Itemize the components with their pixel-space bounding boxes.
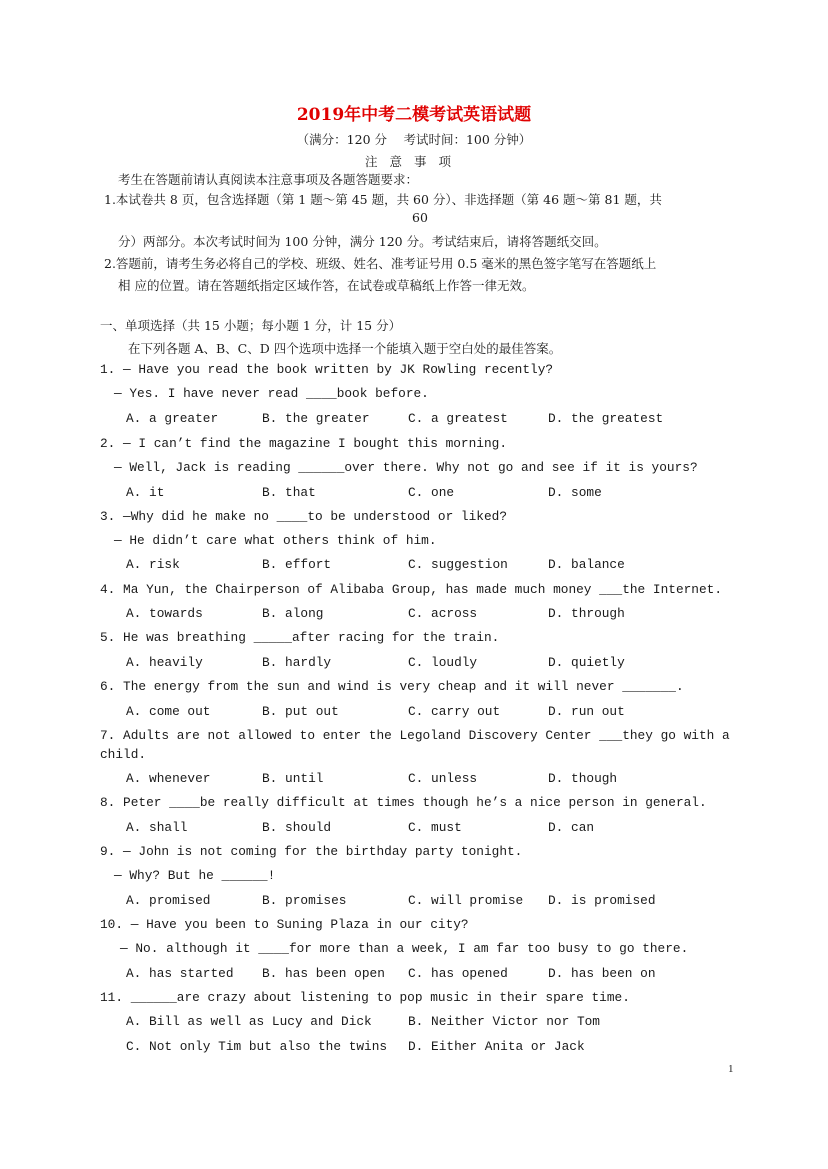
option-d[interactable]: D. Either Anita or Jack — [408, 1039, 585, 1054]
option-d[interactable]: D. is promised — [548, 893, 656, 908]
option-b[interactable]: B. effort — [262, 557, 332, 572]
option-c[interactable]: C. loudly — [408, 655, 478, 670]
option-b[interactable]: B. along — [262, 606, 324, 621]
option-c[interactable]: C. one — [408, 485, 455, 500]
question-1-reply: — Yes. I have never read ____book before. — [114, 386, 429, 401]
option-a[interactable]: A. has started — [126, 966, 234, 981]
option-a[interactable]: A. Bill as well as Lucy and Dick — [126, 1014, 372, 1029]
option-c[interactable]: C. unless — [408, 771, 478, 786]
question-9: 9. — John is not coming for the birthday party tonight. — [100, 844, 523, 859]
question-10-reply: — No. although it ____for more than a week, I am far too busy to go there. — [120, 941, 689, 956]
notice-intro: 考生在答题前请认真阅读本注意事项及各题答题要求： — [118, 172, 419, 187]
question-10: 10. — Have you been to Suning Plaza in our city? — [100, 917, 469, 932]
notice-item-2-end: 相 应的位置。请在答题纸指定区域作答，在试卷或草稿纸上作答一律无效。 — [118, 278, 535, 293]
option-a[interactable]: A. whenever — [126, 771, 211, 786]
exam-title: 2019年中考二模考试英语试题 — [296, 105, 532, 125]
notice-item-1-end: 分）两部分。本次考试时间为 100 分钟，满分 120 分。考试结束后，请将答题纸交回。 — [118, 234, 607, 249]
question-8: 8. Peter ____be really difficult at times though he’s a nice person in general. — [100, 795, 707, 810]
option-b[interactable]: B. hardly — [262, 655, 332, 670]
option-d[interactable]: D. through — [548, 606, 625, 621]
option-c[interactable]: C. Not only Tim but also the twins — [126, 1039, 388, 1054]
option-c[interactable]: C. across — [408, 606, 478, 621]
option-d[interactable]: D. has been on — [548, 966, 656, 981]
option-a[interactable]: A. towards — [126, 606, 203, 621]
option-d[interactable]: D. run out — [548, 704, 625, 719]
question-2: 2. — I can’t find the magazine I bought this morning. — [100, 436, 508, 451]
notice-heading: 注意事项 — [364, 154, 463, 169]
option-c[interactable]: C. suggestion — [408, 557, 508, 572]
question-4: 4. Ma Yun, the Chairperson of Alibaba Group, has made much money ___the Internet. — [100, 582, 723, 597]
page-number: 1 — [728, 1063, 734, 1075]
option-a[interactable]: A. heavily — [126, 655, 203, 670]
option-c[interactable]: C. has opened — [408, 966, 508, 981]
question-1: 1. — Have you read the book written by JK Rowling recently? — [100, 362, 554, 377]
option-d[interactable]: D. though — [548, 771, 618, 786]
option-a[interactable]: A. come out — [126, 704, 211, 719]
option-d[interactable]: D. quietly — [548, 655, 625, 670]
option-b[interactable]: B. that — [262, 485, 316, 500]
section-instruction: 在下列各题 A、B、C、D 四个选项中选择一个能填入题于空白处的最佳答案。 — [128, 341, 562, 356]
option-a[interactable]: A. risk — [126, 557, 180, 572]
option-c[interactable]: C. carry out — [408, 704, 501, 719]
notice-item-2: 2.答题前，请考生务必将自己的学校、班级、姓名、准考证号用 0.5 毫米的黑色签字笔写在答题纸上 — [104, 256, 657, 271]
notice-item-1: 1.本试卷共 8 页，包含选择题（第 1 题～第 45 题，共 60 分）、非选择题（第 46 题～第 81 题，共 — [104, 192, 662, 207]
notice-item-1-cont: 60 — [412, 210, 428, 225]
option-a[interactable]: A. it — [126, 485, 165, 500]
option-d[interactable]: D. can — [548, 820, 595, 835]
question-11: 11. ______are crazy about listening to pop music in their spare time. — [100, 990, 630, 1005]
section-heading: 一、单项选择（共 15 小题；每小题 1 分，计 15 分） — [100, 318, 402, 333]
question-6: 6. The energy from the sun and wind is very cheap and it will never _______. — [100, 679, 684, 694]
option-b[interactable]: B. should — [262, 820, 332, 835]
exam-subtitle: （满分：120 分 考试时间：100 分钟） — [296, 132, 532, 147]
option-b[interactable]: B. put out — [262, 704, 339, 719]
question-7-cont: child. — [100, 747, 147, 762]
option-c[interactable]: C. must — [408, 820, 462, 835]
option-d[interactable]: D. balance — [548, 557, 625, 572]
option-a[interactable]: A. promised — [126, 893, 211, 908]
option-b[interactable]: B. has been open — [262, 966, 385, 981]
question-5: 5. He was breathing _____after racing for the train. — [100, 630, 500, 645]
option-c[interactable]: C. will promise — [408, 893, 524, 908]
question-2-reply: — Well, Jack is reading ______over there. Why not go and see if it is yours? — [114, 460, 698, 475]
option-a[interactable]: A. shall — [126, 820, 188, 835]
option-b[interactable]: B. Neither Victor nor Tom — [408, 1014, 600, 1029]
option-b[interactable]: B. until — [262, 771, 324, 786]
question-7: 7. Adults are not allowed to enter the Legoland Discovery Center ___they go with a — [100, 728, 730, 743]
option-a[interactable]: A. a greater — [126, 411, 219, 426]
question-9-reply: — Why? But he ______! — [114, 868, 276, 883]
option-c[interactable]: C. a greatest — [408, 411, 508, 426]
option-b[interactable]: B. the greater — [262, 411, 370, 426]
option-d[interactable]: D. some — [548, 485, 602, 500]
question-3: 3. —Why did he make no ____to be understood or liked? — [100, 509, 508, 524]
option-b[interactable]: B. promises — [262, 893, 347, 908]
question-3-reply: — He didn’t care what others think of him. — [114, 533, 437, 548]
option-d[interactable]: D. the greatest — [548, 411, 664, 426]
